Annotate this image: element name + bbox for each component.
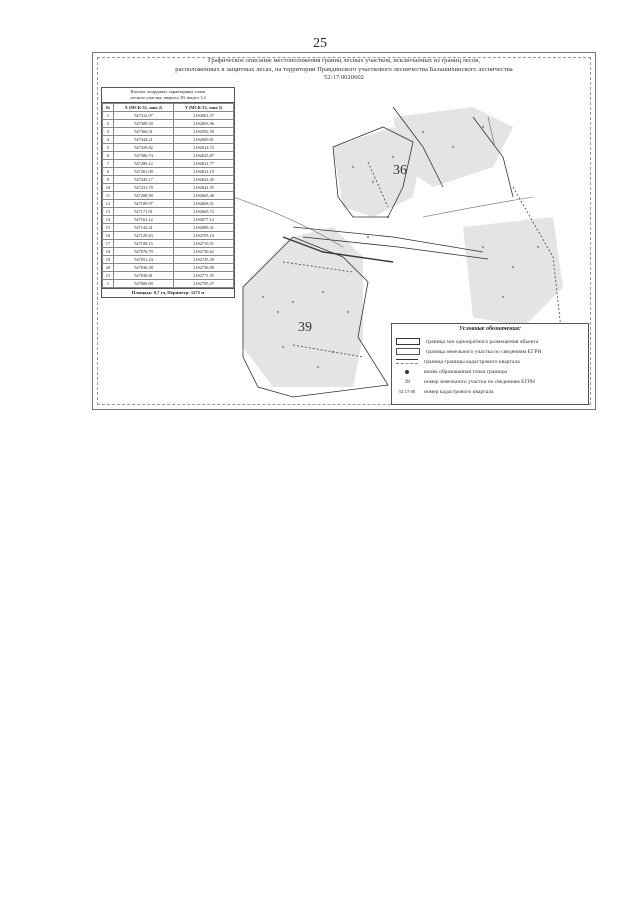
- table-row: [103, 248, 234, 256]
- legend-title: Условные обозначения:: [459, 326, 521, 332]
- table-row: [103, 264, 234, 272]
- point-number-cell: 14: [103, 216, 114, 224]
- hatched-line-symbol: [396, 359, 418, 364]
- legend-item: [396, 337, 585, 346]
- boundary-box-symbol: [396, 338, 420, 345]
- coordinates-body: [103, 112, 234, 288]
- x-coordinate-cell: 547306,74: [113, 152, 173, 160]
- y-coordinate-cell: 2182689,31: [174, 224, 234, 232]
- heading-line-3: 52:17:0020602: [324, 74, 364, 82]
- table-row: [103, 128, 234, 136]
- column-header-number: №: [103, 104, 114, 112]
- parcel-number-symbol: 39: [404, 378, 410, 385]
- legend-item: [396, 387, 585, 396]
- y-coordinate-cell: 2182756,98: [174, 264, 234, 272]
- y-coordinate-cell: 2182677,12: [174, 216, 234, 224]
- table-row: [103, 152, 234, 160]
- x-coordinate-cell: 547161,12: [113, 216, 173, 224]
- table-row: [103, 160, 234, 168]
- point-symbol: [396, 369, 418, 375]
- legend-item: [396, 367, 585, 376]
- table-row: [103, 184, 234, 192]
- x-coordinate-cell: 547108,15: [113, 240, 173, 248]
- point-number-cell: 1: [103, 112, 114, 120]
- point-number-cell: 4: [103, 136, 114, 144]
- x-coordinate-cell: 547412,97: [113, 112, 173, 120]
- x-coordinate-cell: 547051,24: [113, 256, 173, 264]
- x-coordinate-cell: 547036,38: [113, 264, 173, 272]
- y-coordinate-cell: 2182592,50: [174, 128, 234, 136]
- point-number-cell: 13: [103, 208, 114, 216]
- parcel-label-39: 39: [298, 320, 312, 335]
- legend-label: вновь образованная точка границы: [424, 368, 508, 375]
- y-coordinate-cell: 2182612,72: [174, 144, 234, 152]
- table-row: [103, 144, 234, 152]
- caption-line-2: лесного участка, квартал 39, выдел 1,2: [130, 95, 206, 100]
- x-coordinate-cell: 547261,09: [113, 168, 173, 176]
- x-coordinate-cell: 547076,79: [113, 248, 173, 256]
- table-row: [103, 136, 234, 144]
- x-coordinate-cell: 547245,17: [113, 176, 173, 184]
- coordinates-caption: [102, 88, 234, 103]
- point-number-cell: 6: [103, 152, 114, 160]
- y-coordinate-cell: 2182665,72: [174, 208, 234, 216]
- point-number-cell: 10: [103, 184, 114, 192]
- table-row: [103, 280, 234, 288]
- table-row: [103, 232, 234, 240]
- y-coordinate-cell: 2182745,39: [174, 256, 234, 264]
- legend-item: [396, 377, 585, 386]
- heading-line-2: расположенных в защитных лесах, на территории Правдинского участкового лесничества Балашихинского лесничества: [175, 65, 513, 73]
- table-row: [103, 112, 234, 120]
- coordinates-grid: [102, 103, 234, 288]
- point-number-cell: 16: [103, 232, 114, 240]
- table-row: [103, 176, 234, 184]
- column-header-x: X (МСК-52, зона 2): [113, 104, 173, 112]
- legend-item: [396, 347, 585, 356]
- point-number-cell: 17: [103, 240, 114, 248]
- point-number-cell: 15: [103, 224, 114, 232]
- table-row: [103, 208, 234, 216]
- area-perimeter-footer: Площадь: 0,7 га, Периметр: 1275 м: [102, 288, 234, 297]
- map-frame: [92, 52, 596, 410]
- table-header-row: [103, 104, 234, 112]
- y-coordinate-cell: 2182631,10: [174, 168, 234, 176]
- y-coordinate-cell: 2182603,96: [174, 120, 234, 128]
- coordinates-table: [101, 87, 235, 298]
- point-number-cell: 7: [103, 160, 114, 168]
- point-number-cell: 12: [103, 200, 114, 208]
- x-coordinate-cell: 547142,31: [113, 224, 173, 232]
- x-coordinate-cell: 547360,31: [113, 128, 173, 136]
- y-coordinate-cell: 2182668,51: [174, 200, 234, 208]
- y-coordinate-cell: 2182665,40: [174, 192, 234, 200]
- point-number-cell: 18: [103, 248, 114, 256]
- y-coordinate-cell: 2182730,62: [174, 248, 234, 256]
- legend-label: граница земельного участка по сведениям ЕГРН: [426, 348, 542, 355]
- y-coordinate-cell: 2182632,45: [174, 176, 234, 184]
- x-coordinate-cell: 547344,21: [113, 136, 173, 144]
- x-coordinate-cell: 547030,81: [113, 272, 173, 280]
- table-row: [103, 216, 234, 224]
- table-row: [103, 256, 234, 264]
- legend-label: граница границы кадастрового квартала: [424, 358, 520, 365]
- column-header-y: Y (МСК-52, зона 2): [174, 104, 234, 112]
- point-number-cell: 19: [103, 256, 114, 264]
- x-coordinate-cell: 547208,90: [113, 192, 173, 200]
- table-row: [103, 224, 234, 232]
- point-number-cell: 21: [103, 272, 114, 280]
- point-number-cell: 11: [103, 192, 114, 200]
- y-coordinate-cell: 2182631,77: [174, 160, 234, 168]
- y-coordinate-cell: 2182771,55: [174, 272, 234, 280]
- point-number-cell: 5: [103, 144, 114, 152]
- y-coordinate-cell: 2182601,37: [174, 112, 234, 120]
- legend-item: [396, 357, 585, 366]
- y-coordinate-cell: 2182795,37: [174, 280, 234, 288]
- y-coordinate-cell: 2182625,87: [174, 152, 234, 160]
- point-number-cell: 8: [103, 168, 114, 176]
- table-row: [103, 272, 234, 280]
- point-number-cell: 1: [103, 280, 114, 288]
- page-number: 25: [313, 36, 327, 51]
- table-row: [103, 200, 234, 208]
- thin-box-symbol: [396, 348, 420, 355]
- point-number-cell: 3: [103, 128, 114, 136]
- point-number-cell: 20: [103, 264, 114, 272]
- heading-line-1: Графическое описание местоположения границ лесных участков, исключаемых из границ лесов,: [207, 57, 481, 64]
- table-row: [103, 120, 234, 128]
- point-number-cell: 2: [103, 120, 114, 128]
- map-heading: [103, 57, 585, 83]
- x-coordinate-cell: 547231,70: [113, 184, 173, 192]
- x-coordinate-cell: 547280,12: [113, 160, 173, 168]
- parcel-label-36: 36: [393, 163, 407, 178]
- legend-label: номер кадастрового квартала: [424, 388, 494, 395]
- map-legend: [391, 323, 589, 405]
- x-coordinate-cell: 547000,00: [113, 280, 173, 288]
- y-coordinate-cell: 2182703,10: [174, 232, 234, 240]
- legend-label: граница зон однократного размещения объекта: [426, 338, 539, 345]
- x-coordinate-cell: 547189,97: [113, 200, 173, 208]
- table-row: [103, 240, 234, 248]
- table-row: [103, 192, 234, 200]
- y-coordinate-cell: 2182641,55: [174, 184, 234, 192]
- x-coordinate-cell: 547389,50: [113, 120, 173, 128]
- point-number-cell: 9: [103, 176, 114, 184]
- y-coordinate-cell: 2182609,81: [174, 136, 234, 144]
- table-row: [103, 168, 234, 176]
- x-coordinate-cell: 547171,91: [113, 208, 173, 216]
- y-coordinate-cell: 2182710,51: [174, 240, 234, 248]
- x-coordinate-cell: 547329,82: [113, 144, 173, 152]
- legend-label: номер земельного участка по сведениям ЕГРН: [424, 378, 535, 385]
- quarter-number-symbol: 52:17:00: [398, 388, 416, 394]
- caption-line-1: Каталог координат характерных точек: [130, 89, 206, 94]
- x-coordinate-cell: 547129,63: [113, 232, 173, 240]
